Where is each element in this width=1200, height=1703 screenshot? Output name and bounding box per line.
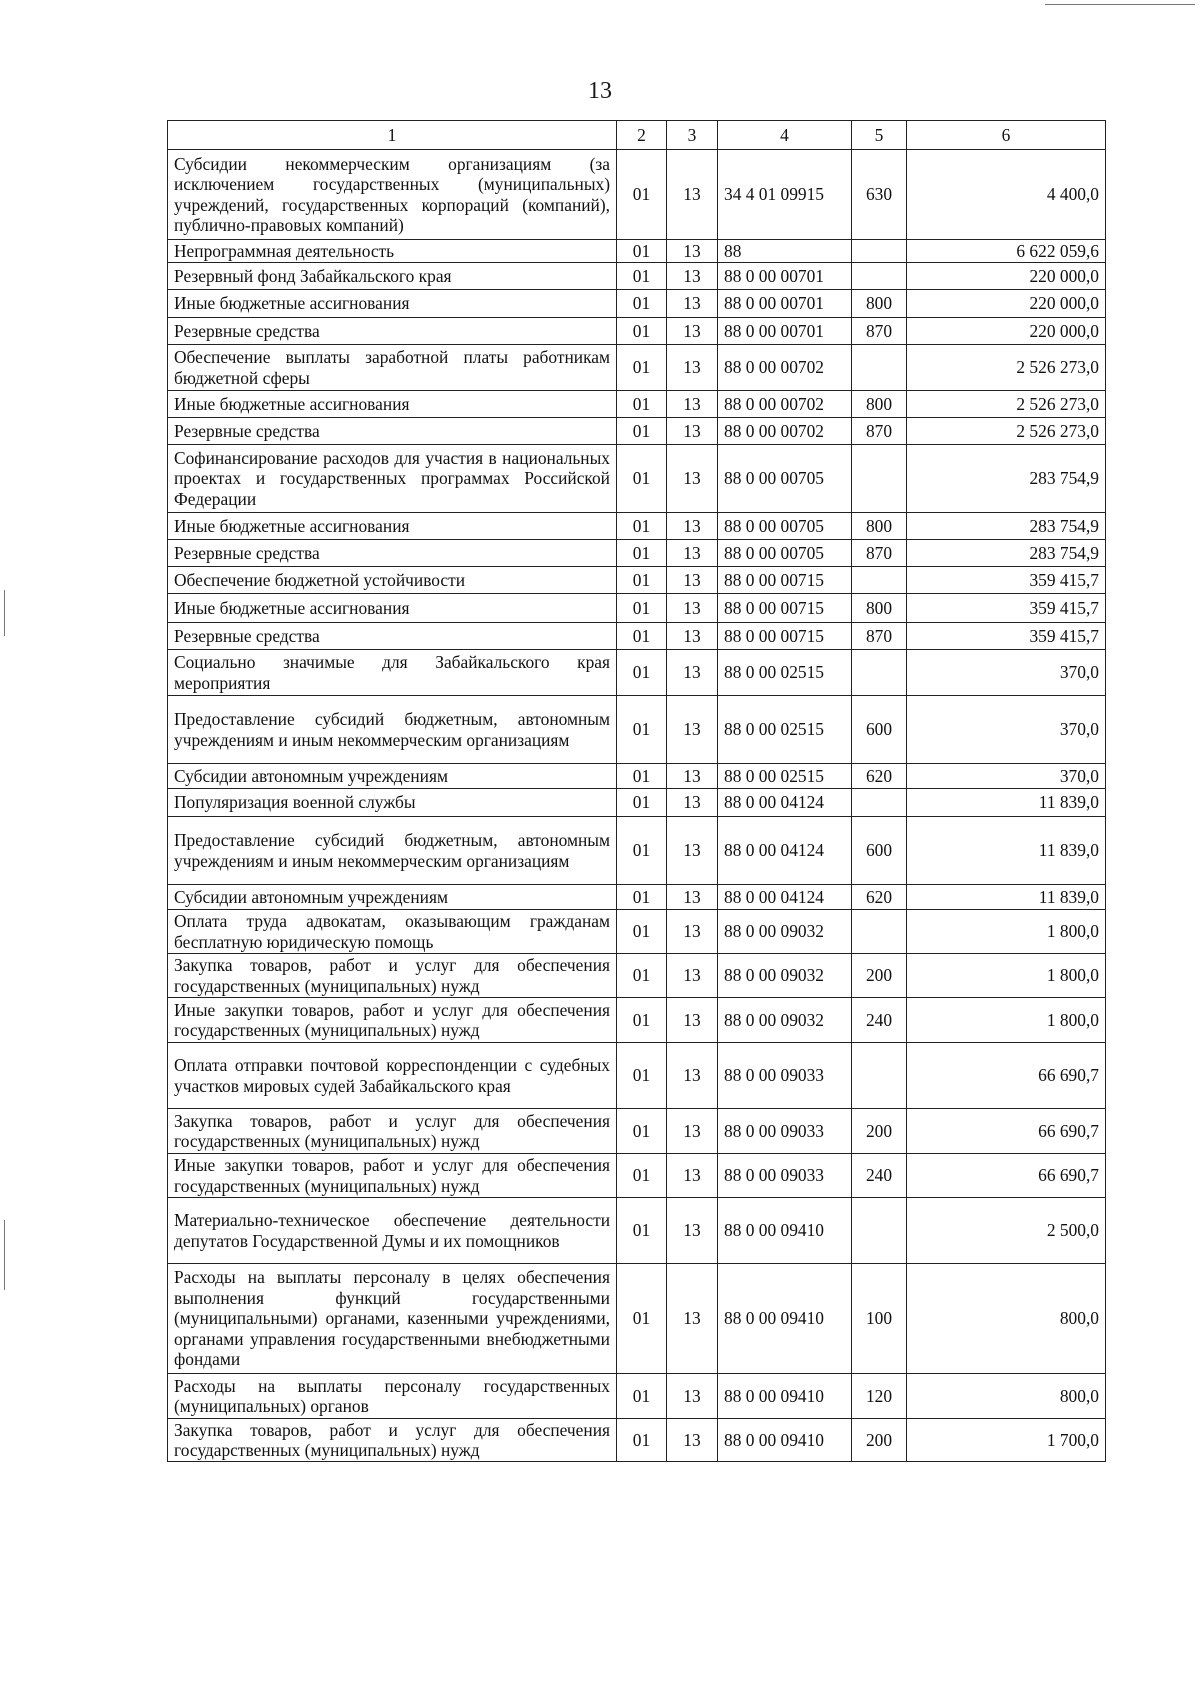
row-target-article: 88 0 00 00715	[718, 594, 852, 623]
table-row	[168, 789, 1106, 817]
table-row	[168, 540, 1106, 567]
row-expense-type: 240	[852, 998, 907, 1043]
table-row	[168, 1198, 1106, 1264]
table-row	[168, 623, 1106, 650]
row-subsection: 13	[667, 594, 718, 623]
table-row	[168, 696, 1106, 764]
row-target-article: 88 0 00 00705	[718, 540, 852, 567]
row-name: Расходы на выплаты персоналу в целях обеспечения выполнения функций государственными (муниципальными) органами, казенными учреждениями, органами управления государственными внебюджетными фондами	[168, 1264, 617, 1374]
table-row	[168, 318, 1106, 345]
row-section: 01	[617, 150, 667, 240]
row-expense-type	[852, 567, 907, 594]
row-section: 01	[617, 1109, 667, 1154]
row-amount: 2 500,0	[907, 1198, 1106, 1264]
row-section: 01	[617, 290, 667, 318]
scan-artifact-line	[4, 590, 5, 636]
table-row	[168, 885, 1106, 910]
row-section: 01	[617, 764, 667, 789]
table-row	[168, 1154, 1106, 1198]
row-expense-type: 200	[852, 1109, 907, 1154]
table-row	[168, 1264, 1106, 1374]
table-row	[168, 764, 1106, 789]
table-row	[168, 1109, 1106, 1154]
row-subsection: 13	[667, 445, 718, 513]
row-name: Социально значимые для Забайкальского края мероприятия	[168, 650, 617, 696]
row-target-article: 88 0 00 00701	[718, 290, 852, 318]
row-expense-type: 620	[852, 885, 907, 910]
row-target-article: 88 0 00 09033	[718, 1043, 852, 1109]
row-target-article: 88 0 00 02515	[718, 764, 852, 789]
row-name: Закупка товаров, работ и услуг для обеспечения государственных (муниципальных) нужд	[168, 1109, 617, 1154]
page-number: 13	[588, 78, 612, 104]
row-section: 01	[617, 650, 667, 696]
row-section: 01	[617, 513, 667, 540]
row-target-article: 88 0 00 04124	[718, 789, 852, 817]
row-name: Резервные средства	[168, 418, 617, 445]
row-amount: 283 754,9	[907, 540, 1106, 567]
row-name: Предоставление субсидий бюджетным, автономным учреждениям и иным некоммерческим организациям	[168, 817, 617, 885]
row-target-article: 88 0 00 09033	[718, 1109, 852, 1154]
row-name: Непрограммная деятельность	[168, 240, 617, 263]
row-subsection: 13	[667, 650, 718, 696]
column-header: 4	[718, 121, 852, 150]
row-name: Обеспечение выплаты заработной платы работникам бюджетной сферы	[168, 345, 617, 391]
row-expense-type: 800	[852, 513, 907, 540]
row-amount: 2 526 273,0	[907, 345, 1106, 391]
table-row	[168, 150, 1106, 240]
row-expense-type: 870	[852, 418, 907, 445]
row-section: 01	[617, 240, 667, 263]
row-section: 01	[617, 1154, 667, 1198]
row-section: 01	[617, 418, 667, 445]
row-name: Резервный фонд Забайкальского края	[168, 263, 617, 290]
row-amount: 1 800,0	[907, 998, 1106, 1043]
row-subsection: 13	[667, 240, 718, 263]
row-expense-type: 870	[852, 318, 907, 345]
row-name: Иные бюджетные ассигнования	[168, 513, 617, 540]
row-amount: 800,0	[907, 1374, 1106, 1419]
row-expense-type: 600	[852, 817, 907, 885]
row-section: 01	[617, 567, 667, 594]
column-header: 6	[907, 121, 1106, 150]
row-name: Субсидии некоммерческим организациям (за исключением государственных (муниципальных) учреждений, государственных корпораций (компаний), публично-правовых компаний)	[168, 150, 617, 240]
row-subsection: 13	[667, 998, 718, 1043]
row-amount: 11 839,0	[907, 789, 1106, 817]
row-target-article: 88 0 00 09410	[718, 1374, 852, 1419]
table-row	[168, 513, 1106, 540]
row-subsection: 13	[667, 418, 718, 445]
row-section: 01	[617, 817, 667, 885]
row-name: Материально-техническое обеспечение деятельности депутатов Государственной Думы и их помощников	[168, 1198, 617, 1264]
row-name: Предоставление субсидий бюджетным, автономным учреждениям и иным некоммерческим организациям	[168, 696, 617, 764]
row-section: 01	[617, 910, 667, 954]
row-name: Закупка товаров, работ и услуг для обеспечения государственных (муниципальных) нужд	[168, 954, 617, 998]
table-row	[168, 1419, 1106, 1462]
row-expense-type: 800	[852, 594, 907, 623]
table-row	[168, 650, 1106, 696]
row-amount: 1 800,0	[907, 954, 1106, 998]
column-header: 2	[617, 121, 667, 150]
row-name: Популяризация военной службы	[168, 789, 617, 817]
row-expense-type: 200	[852, 954, 907, 998]
row-amount: 66 690,7	[907, 1043, 1106, 1109]
table-row	[168, 445, 1106, 513]
table-row	[168, 290, 1106, 318]
row-amount: 359 415,7	[907, 623, 1106, 650]
row-expense-type: 120	[852, 1374, 907, 1419]
row-name: Оплата труда адвокатам, оказывающим гражданам бесплатную юридическую помощь	[168, 910, 617, 954]
table-row	[168, 345, 1106, 391]
row-name: Субсидии автономным учреждениям	[168, 764, 617, 789]
row-amount: 370,0	[907, 764, 1106, 789]
row-expense-type	[852, 240, 907, 263]
row-expense-type	[852, 789, 907, 817]
row-subsection: 13	[667, 513, 718, 540]
row-expense-type: 200	[852, 1419, 907, 1462]
row-subsection: 13	[667, 910, 718, 954]
row-section: 01	[617, 1198, 667, 1264]
row-target-article: 88 0 00 04124	[718, 885, 852, 910]
row-amount: 220 000,0	[907, 318, 1106, 345]
row-target-article: 88 0 00 02515	[718, 650, 852, 696]
row-amount: 11 839,0	[907, 817, 1106, 885]
row-subsection: 13	[667, 764, 718, 789]
row-section: 01	[617, 345, 667, 391]
row-expense-type: 630	[852, 150, 907, 240]
row-target-article: 88 0 00 00702	[718, 345, 852, 391]
row-target-article: 88 0 00 09032	[718, 954, 852, 998]
row-name: Расходы на выплаты персоналу государственных (муниципальных) органов	[168, 1374, 617, 1419]
table-row	[168, 1374, 1106, 1419]
row-target-article: 88 0 00 09410	[718, 1198, 852, 1264]
row-amount: 2 526 273,0	[907, 418, 1106, 445]
row-name: Резервные средства	[168, 540, 617, 567]
row-expense-type: 800	[852, 391, 907, 418]
row-subsection: 13	[667, 885, 718, 910]
row-expense-type: 620	[852, 764, 907, 789]
row-target-article: 88 0 00 09033	[718, 1154, 852, 1198]
row-name: Обеспечение бюджетной устойчивости	[168, 567, 617, 594]
row-target-article: 88 0 00 00701	[718, 318, 852, 345]
row-expense-type	[852, 910, 907, 954]
row-expense-type: 100	[852, 1264, 907, 1374]
table-row	[168, 1043, 1106, 1109]
row-section: 01	[617, 954, 667, 998]
table-row	[168, 240, 1106, 263]
row-target-article: 88 0 00 09032	[718, 910, 852, 954]
row-name: Резервные средства	[168, 623, 617, 650]
row-section: 01	[617, 263, 667, 290]
row-target-article: 88 0 00 00702	[718, 391, 852, 418]
row-name: Оплата отправки почтовой корреспонденции с судебных участков мировых судей Забайкальского края	[168, 1043, 617, 1109]
row-subsection: 13	[667, 567, 718, 594]
row-section: 01	[617, 1419, 667, 1462]
row-target-article: 34 4 01 09915	[718, 150, 852, 240]
row-target-article: 88 0 00 00715	[718, 567, 852, 594]
row-subsection: 13	[667, 1109, 718, 1154]
row-amount: 370,0	[907, 696, 1106, 764]
row-target-article: 88 0 00 00702	[718, 418, 852, 445]
row-subsection: 13	[667, 391, 718, 418]
row-target-article: 88 0 00 09032	[718, 998, 852, 1043]
row-amount: 2 526 273,0	[907, 391, 1106, 418]
row-amount: 66 690,7	[907, 1109, 1106, 1154]
row-expense-type: 870	[852, 540, 907, 567]
row-subsection: 13	[667, 789, 718, 817]
table-row	[168, 954, 1106, 998]
row-section: 01	[617, 885, 667, 910]
row-section: 01	[617, 594, 667, 623]
scan-artifact-line	[1045, 4, 1195, 5]
row-section: 01	[617, 623, 667, 650]
row-subsection: 13	[667, 623, 718, 650]
column-header: 1	[168, 121, 617, 150]
row-section: 01	[617, 1264, 667, 1374]
row-amount: 800,0	[907, 1264, 1106, 1374]
row-expense-type	[852, 1198, 907, 1264]
row-expense-type: 600	[852, 696, 907, 764]
table-row	[168, 418, 1106, 445]
row-amount: 283 754,9	[907, 445, 1106, 513]
column-header: 5	[852, 121, 907, 150]
row-subsection: 13	[667, 540, 718, 567]
row-amount: 370,0	[907, 650, 1106, 696]
row-amount: 283 754,9	[907, 513, 1106, 540]
row-subsection: 13	[667, 1264, 718, 1374]
row-section: 01	[617, 1043, 667, 1109]
row-section: 01	[617, 540, 667, 567]
row-subsection: 13	[667, 1419, 718, 1462]
row-subsection: 13	[667, 1154, 718, 1198]
row-subsection: 13	[667, 954, 718, 998]
row-name: Софинансирование расходов для участия в национальных проектах и государственных программах Российской Федерации	[168, 445, 617, 513]
row-amount: 359 415,7	[907, 567, 1106, 594]
row-name: Иные закупки товаров, работ и услуг для обеспечения государственных (муниципальных) нужд	[168, 1154, 617, 1198]
row-subsection: 13	[667, 318, 718, 345]
row-target-article: 88 0 00 09410	[718, 1419, 852, 1462]
row-subsection: 13	[667, 290, 718, 318]
row-target-article: 88 0 00 02515	[718, 696, 852, 764]
row-subsection: 13	[667, 263, 718, 290]
scan-artifact-line	[4, 1220, 5, 1290]
table-row	[168, 594, 1106, 623]
table-header-row	[168, 121, 1106, 150]
row-amount: 4 400,0	[907, 150, 1106, 240]
row-subsection: 13	[667, 1374, 718, 1419]
row-expense-type	[852, 650, 907, 696]
row-subsection: 13	[667, 150, 718, 240]
row-name: Субсидии автономным учреждениям	[168, 885, 617, 910]
row-target-article: 88 0 00 00715	[718, 623, 852, 650]
row-target-article: 88 0 00 00705	[718, 513, 852, 540]
row-name: Иные бюджетные ассигнования	[168, 594, 617, 623]
row-subsection: 13	[667, 817, 718, 885]
row-target-article: 88 0 00 00705	[718, 445, 852, 513]
row-name: Иные закупки товаров, работ и услуг для обеспечения государственных (муниципальных) нужд	[168, 998, 617, 1043]
row-section: 01	[617, 445, 667, 513]
row-amount: 220 000,0	[907, 290, 1106, 318]
row-expense-type	[852, 445, 907, 513]
row-target-article: 88 0 00 00701	[718, 263, 852, 290]
table-row	[168, 567, 1106, 594]
table-row	[168, 391, 1106, 418]
row-section: 01	[617, 318, 667, 345]
row-expense-type: 800	[852, 290, 907, 318]
row-target-article: 88 0 00 04124	[718, 817, 852, 885]
row-section: 01	[617, 391, 667, 418]
row-name: Закупка товаров, работ и услуг для обеспечения государственных (муниципальных) нужд	[168, 1419, 617, 1462]
row-subsection: 13	[667, 1043, 718, 1109]
row-name: Иные бюджетные ассигнования	[168, 290, 617, 318]
table-row	[168, 910, 1106, 954]
row-name: Резервные средства	[168, 318, 617, 345]
row-name: Иные бюджетные ассигнования	[168, 391, 617, 418]
row-target-article: 88 0 00 09410	[718, 1264, 852, 1374]
table-row	[168, 998, 1106, 1043]
row-expense-type	[852, 345, 907, 391]
column-header: 3	[667, 121, 718, 150]
row-amount: 1 800,0	[907, 910, 1106, 954]
row-section: 01	[617, 789, 667, 817]
row-section: 01	[617, 696, 667, 764]
row-expense-type: 240	[852, 1154, 907, 1198]
row-amount: 66 690,7	[907, 1154, 1106, 1198]
row-amount: 11 839,0	[907, 885, 1106, 910]
table-row	[168, 263, 1106, 290]
budget-table	[167, 120, 1106, 1462]
row-section: 01	[617, 1374, 667, 1419]
row-amount: 1 700,0	[907, 1419, 1106, 1462]
row-amount: 6 622 059,6	[907, 240, 1106, 263]
row-subsection: 13	[667, 1198, 718, 1264]
table-row	[168, 817, 1106, 885]
row-expense-type	[852, 263, 907, 290]
row-amount: 359 415,7	[907, 594, 1106, 623]
row-section: 01	[617, 998, 667, 1043]
row-subsection: 13	[667, 696, 718, 764]
row-target-article: 88	[718, 240, 852, 263]
row-expense-type: 870	[852, 623, 907, 650]
row-amount: 220 000,0	[907, 263, 1106, 290]
row-subsection: 13	[667, 345, 718, 391]
row-expense-type	[852, 1043, 907, 1109]
